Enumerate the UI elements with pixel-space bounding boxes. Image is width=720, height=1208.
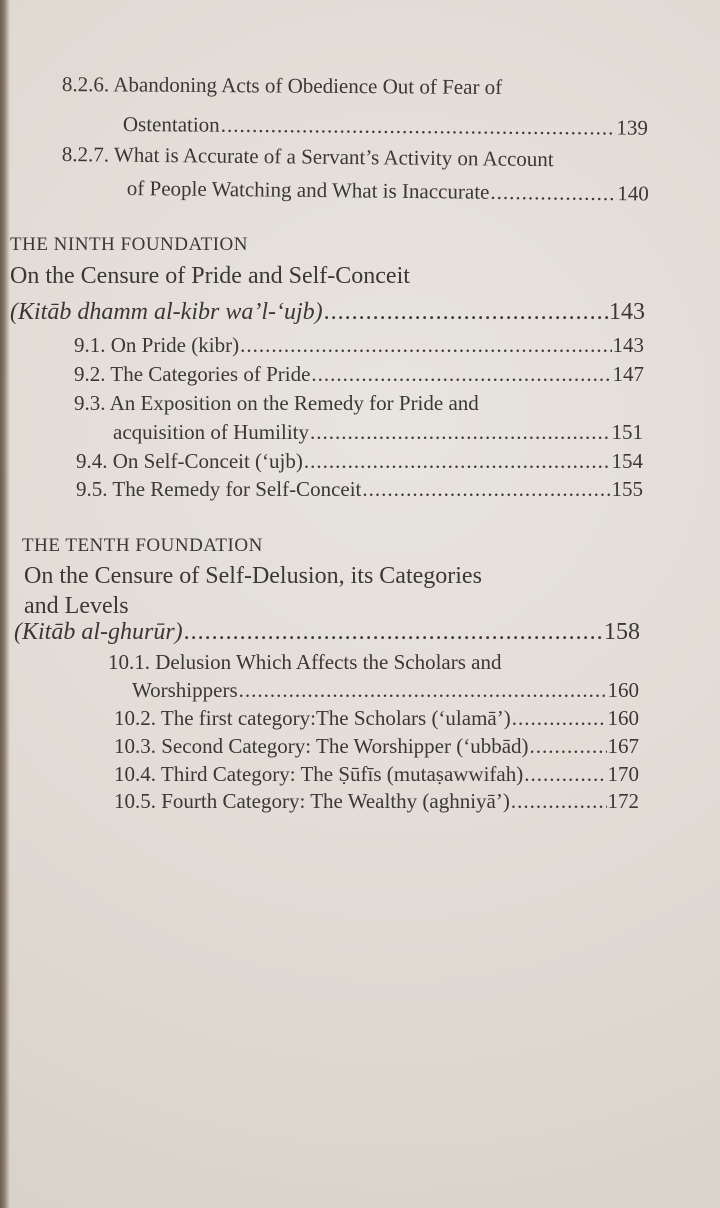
toc-entry-text: 9.5. The Remedy for Self-Conceit — [76, 477, 362, 501]
toc-entry-9-2 — [74, 362, 644, 386]
toc-entry-text: of People Watching and What is Inaccurate — [126, 176, 490, 204]
toc-entry-text: Ostentation — [122, 112, 220, 137]
page-number: 143 — [612, 333, 644, 357]
toc-entry-text: 9.4. On Self-Conceit (‘ujb) — [76, 449, 303, 473]
toc-entry-text: (Kitāb dhamm al-kibr wa’l-‘ujb) — [10, 299, 323, 325]
toc-entry-text: 10.3. Second Category: The Worshipper (‘ubbād) — [114, 734, 529, 758]
page-number: 170 — [607, 762, 639, 786]
toc-entry-10-5 — [114, 789, 639, 813]
toc-entry-9-5 — [76, 477, 643, 501]
ninth-foundation-heading: THE NINTH FOUNDATION — [10, 234, 248, 255]
dot-leader — [311, 362, 611, 386]
toc-entry-text: 9.2. The Categories of Pride — [74, 362, 311, 386]
toc-entry-9-3 — [113, 420, 643, 444]
toc-entry-8-2-7-line1: 8.2.7. What is Accurate of a Servant’s Activity on Account — [61, 142, 554, 172]
page-number: 140 — [617, 181, 649, 206]
tenth-foundation-heading: THE TENTH FOUNDATION — [22, 535, 263, 556]
page-number: 172 — [607, 789, 639, 813]
toc-entry-10-4 — [114, 762, 639, 786]
dot-leader — [240, 333, 611, 357]
page-number: 139 — [616, 115, 648, 140]
dot-leader — [511, 789, 607, 813]
dot-leader — [324, 300, 608, 324]
dot-leader — [239, 678, 607, 702]
ninth-foundation-subtitle-entry — [10, 300, 645, 324]
toc-entry-text: 10.4. Third Category: The Ṣūfīs (mutaṣawwifah) — [114, 762, 524, 786]
toc-entry-text: Worshippers — [132, 678, 238, 702]
dot-leader — [310, 420, 611, 444]
page-number: 158 — [604, 619, 640, 645]
toc-entry-text: (Kitāb al-ghurūr) — [14, 619, 183, 645]
toc-entry-8-2-6-line1: 8.2.6. Abandoning Acts of Obedience Out of Fear of — [61, 72, 503, 100]
toc-entry-9-1 — [74, 333, 644, 357]
toc-entry-10-2 — [114, 706, 639, 730]
page-number: 154 — [611, 449, 643, 473]
tenth-foundation-subtitle-entry — [14, 620, 640, 644]
page-number: 147 — [612, 362, 644, 386]
toc-entry-8-2-6 — [123, 112, 648, 140]
dot-leader — [184, 620, 603, 644]
toc-entry-9-4 — [76, 449, 643, 473]
toc-entry-10-1 — [132, 678, 639, 702]
toc-entry-9-3-line1: 9.3. An Exposition on the Remedy for Pride and — [74, 391, 479, 415]
toc-entry-text: 10.2. The first category:The Scholars (‘ulamā’) — [114, 706, 511, 730]
toc-entry-text: 10.5. Fourth Category: The Wealthy (aghniyā’) — [114, 789, 510, 813]
dot-leader — [512, 706, 607, 730]
toc-entry-8-2-7 — [127, 176, 649, 205]
dot-leader — [524, 762, 606, 786]
toc-entry-text: 9.1. On Pride (kibr) — [74, 333, 240, 357]
dot-leader — [490, 180, 616, 205]
toc-entry-text: acquisition of Humility — [113, 420, 309, 444]
toc-entry-10-3 — [114, 734, 639, 758]
dot-leader — [362, 477, 610, 501]
toc-entry-10-1-line1: 10.1. Delusion Which Affects the Scholars and — [108, 650, 502, 674]
page-number: 160 — [607, 706, 639, 730]
page-number: 160 — [607, 678, 639, 702]
page-number: 143 — [609, 299, 645, 325]
page-number: 151 — [611, 420, 643, 444]
page-number: 155 — [611, 477, 643, 501]
dot-leader — [304, 449, 611, 473]
tenth-foundation-title-line2: and Levels — [24, 593, 129, 619]
dot-leader — [530, 734, 607, 758]
tenth-foundation-title-line1: On the Censure of Self-Delusion, its Categories — [24, 563, 482, 589]
ninth-foundation-title: On the Censure of Pride and Self-Conceit — [10, 263, 410, 289]
dot-leader — [221, 113, 616, 140]
page-number: 167 — [607, 734, 639, 758]
